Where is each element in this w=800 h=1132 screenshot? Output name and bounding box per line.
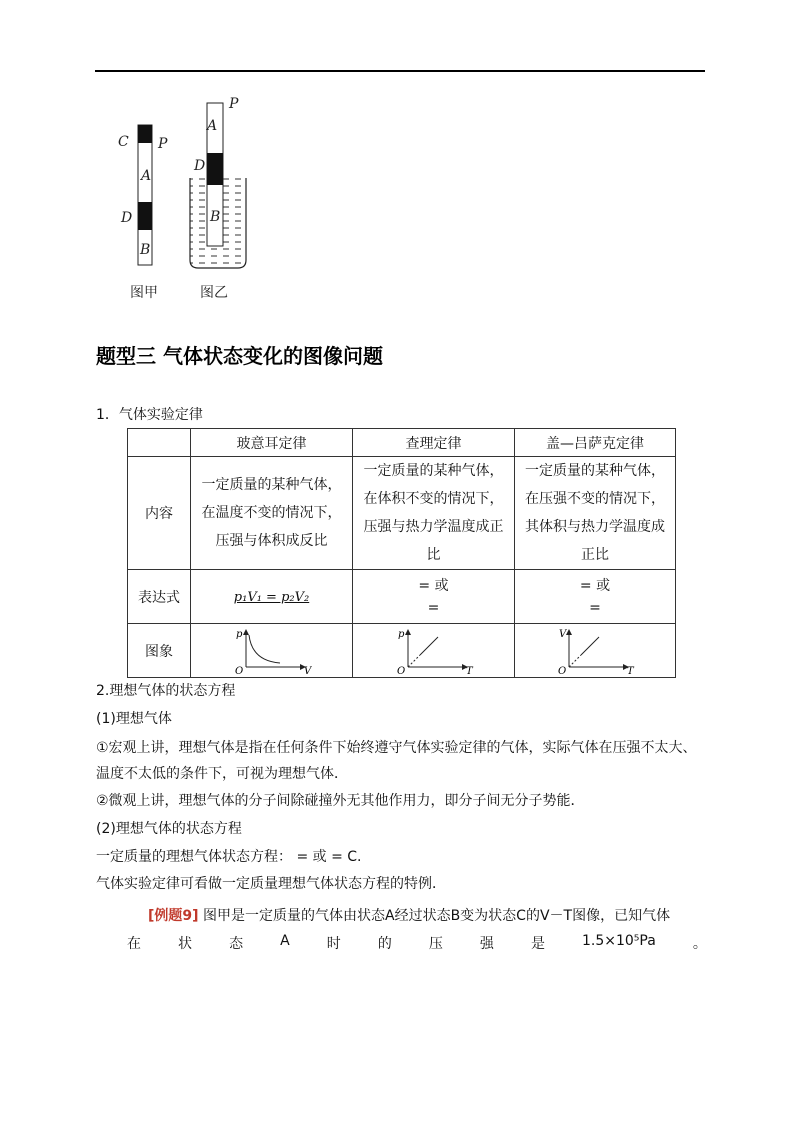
label-c: C <box>118 134 129 150</box>
example-word: 态 <box>229 936 244 952</box>
macro-paragraph-line1: ①宏观上讲，理想气体是指在任何条件下始终遵守气体实验定律的气体，实际气体在压强不太大、 <box>96 740 697 756</box>
example-word: 在 <box>127 936 141 952</box>
caption-jia: 图甲 <box>130 285 158 301</box>
state-equation: 一定质量的理想气体状态方程： = 或 = C. <box>96 849 362 865</box>
label-p-yi: P <box>229 96 239 112</box>
boyle-formula: p₁V₁ = p₂V₂ <box>233 589 310 605</box>
section-heading: 题型三 气体状态变化的图像问题 <box>96 344 383 368</box>
gaylussac-formula-line: = 或 <box>579 577 611 594</box>
hyperbola-curve <box>249 635 280 663</box>
y-arrow <box>405 629 411 635</box>
content-gaylussac-line: 正比 <box>581 547 609 563</box>
content-charles-line: 一定质量的某种气体， <box>363 463 504 479</box>
axis-label-v: V <box>559 628 567 640</box>
graph-boyle <box>232 627 312 675</box>
subsection-2-title: (2)理想气体的状态方程 <box>96 821 242 837</box>
label-a-yi: A <box>207 118 218 134</box>
axis-label-origin: O <box>396 665 405 675</box>
graph-charles <box>394 627 474 675</box>
axis-label-p: p <box>397 628 404 640</box>
label-b: B <box>140 242 151 258</box>
graph-gaylussac <box>555 627 635 675</box>
expression-gaylussac <box>515 570 676 624</box>
label-a: A <box>141 168 152 184</box>
caption-yi: 图乙 <box>200 285 228 301</box>
example-word: 时 <box>326 936 341 952</box>
y-arrow <box>243 629 249 635</box>
header-gaylussac: 盖—吕萨克定律 <box>515 429 676 457</box>
axis-label-p: p <box>235 628 242 640</box>
table-corner <box>128 429 191 457</box>
mercury-column-yi <box>207 153 223 185</box>
example-word: 状 <box>178 936 193 952</box>
section-1-title: 1．气体实验定律 <box>96 407 203 423</box>
example-word: 。 <box>692 936 707 952</box>
graph-boyle-cell <box>191 624 353 678</box>
axis-label-t: T <box>627 665 634 675</box>
content-charles-line: 比 <box>426 547 441 563</box>
content-charles-line: 在体积不变的情况下， <box>363 491 504 507</box>
example-word: 的 <box>377 936 392 952</box>
mercury-column-c <box>138 125 152 143</box>
charles-formula-line: = <box>427 599 440 616</box>
y-arrow <box>566 629 572 635</box>
row-label-graph: 图象 <box>128 624 191 678</box>
label-p: P <box>158 136 168 152</box>
axis-label-origin: O <box>234 665 243 675</box>
axis-label-t: T <box>465 665 473 675</box>
label-d-yi: D <box>194 158 206 174</box>
example-word: 压 <box>428 936 443 952</box>
figure-jia <box>110 95 190 305</box>
content-gaylussac-line: 其体积与热力学温度成 <box>525 519 665 535</box>
example-word: 强 <box>479 936 494 952</box>
top-rule <box>95 70 705 72</box>
example-text: 图甲是一定质量的气体由状态A经过状态B变为状态C的V－T图像，已知气体 <box>198 908 671 924</box>
expression-boyle <box>191 570 353 624</box>
micro-paragraph: ②微观上讲，理想气体的分子间除碰撞外无其他作用力，即分子间无分子势能． <box>96 793 585 809</box>
header-charles: 查理定律 <box>353 429 515 457</box>
header-boyle: 玻意耳定律 <box>191 429 353 457</box>
example-tag: [例题9] <box>148 908 199 924</box>
example-line2 <box>127 933 707 953</box>
gaylussac-formula-line: = <box>589 599 601 616</box>
content-gaylussac-line: 在压强不变的情况下， <box>525 491 665 507</box>
mercury-column-d <box>138 202 152 230</box>
label-d: D <box>121 210 133 226</box>
content-boyle-line: 压强与体积成反比 <box>215 533 328 549</box>
content-charles-line: 压强与热力学温度成正 <box>363 519 504 535</box>
graph-gaylussac-cell <box>515 624 676 678</box>
gas-laws-table <box>127 428 676 678</box>
charles-formula-line: = 或 <box>418 577 449 594</box>
isochore-line <box>420 637 438 655</box>
row-label-expression: 表达式 <box>128 570 191 624</box>
pressure-value: 1.5×10⁵Pa <box>582 933 656 949</box>
content-gaylussac-line: 一定质量的某种气体， <box>525 463 665 479</box>
extrapolation-line <box>408 655 420 667</box>
content-boyle-line: 在温度不变的情况下， <box>201 505 342 521</box>
isobar-line <box>581 637 599 655</box>
extrapolation-line <box>569 655 581 667</box>
label-b-yi: B <box>210 209 221 225</box>
macro-paragraph-line2: 温度不太低的条件下，可视为理想气体． <box>96 766 348 782</box>
figure-yi <box>185 98 255 273</box>
subsection-1-title: (1)理想气体 <box>96 711 172 727</box>
example-word: A <box>280 933 290 949</box>
content-boyle <box>191 457 353 570</box>
axis-label-origin: O <box>558 665 567 675</box>
expression-charles <box>353 570 515 624</box>
axis-label-v: V <box>303 665 311 675</box>
graph-charles-cell <box>353 624 515 678</box>
special-case-note: 气体实验定律可看做一定质量理想气体状态方程的特例． <box>96 876 446 892</box>
content-charles <box>353 457 515 570</box>
row-label-content: 内容 <box>128 457 191 570</box>
example-word: 是 <box>530 936 545 952</box>
example-line1 <box>148 905 670 925</box>
content-gaylussac <box>515 457 676 570</box>
content-boyle-line: 一定质量的某种气体， <box>201 477 342 493</box>
section-2-title: 2.理想气体的状态方程 <box>96 683 236 699</box>
